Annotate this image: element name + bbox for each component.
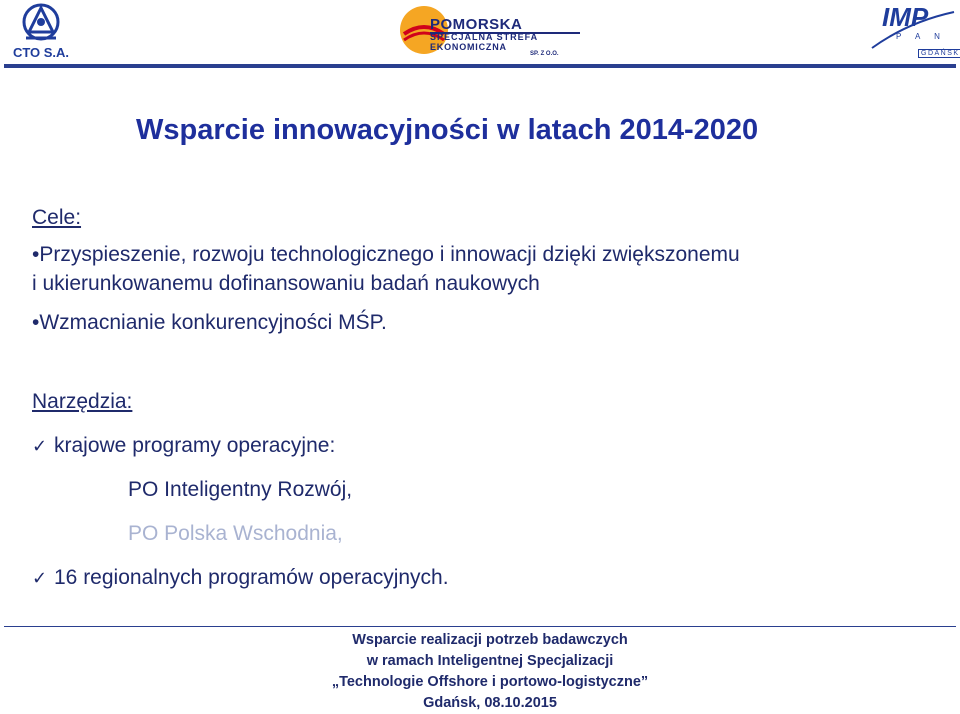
imp-logo-letters: P A N	[896, 32, 946, 41]
footer-line-2: w ramach Inteligentnej Specjalizacji	[366, 653, 614, 669]
tool-2-label: 16 regionalnych programów operacyjnych.	[54, 566, 449, 589]
cto-logo-caption: CTO S.A.	[12, 45, 70, 60]
tool-1-label: krajowe programy operacyjne:	[54, 434, 336, 457]
goal-1-line-1: •Przyspieszenie, rozwoju technologicznego i innowacji dzięki zwiększonemu	[32, 243, 740, 266]
footer-line-3: „Technologie Offshore i portowo-logistyczne”	[331, 674, 649, 690]
pomorska-sse-logo	[390, 4, 590, 60]
pomorska-logo-line1: POMORSKA	[430, 16, 523, 33]
checkmark-icon: ✓	[32, 568, 48, 588]
imp-pan-logo	[868, 2, 958, 62]
checkmark-icon: ✓	[32, 436, 48, 456]
slide-header	[0, 0, 960, 68]
goal-2: •Wzmacnianie konkurencyjności MŚP.	[32, 311, 387, 334]
pomorska-logo-line3: EKONOMICZNA	[430, 42, 507, 52]
tool-1-sub-1: PO Inteligentny Rozwój,	[128, 478, 353, 501]
tool-2	[32, 566, 449, 590]
tool-1	[32, 434, 335, 458]
tool-1-sub-2: PO Polska Wschodnia,	[128, 522, 343, 545]
footer-divider	[4, 626, 956, 627]
goals-heading: Cele:	[32, 206, 82, 229]
goal-1-line-2: i ukierunkowanemu dofinansowaniu badań naukowych	[32, 272, 540, 295]
header-divider	[4, 64, 956, 68]
slide-footer	[280, 630, 700, 714]
cto-logo	[4, 2, 78, 62]
cto-emblem-icon	[4, 2, 78, 46]
slide-title: Wsparcie innowacyjności w latach 2014-2020	[136, 114, 759, 146]
imp-logo-text: IMP	[882, 2, 929, 32]
footer-line-1: Wsparcie realizacji potrzeb badawczych	[352, 632, 628, 648]
pomorska-logo-line4: SP. Z O.O.	[530, 51, 559, 57]
tools-heading: Narzędzia:	[32, 390, 133, 413]
footer-line-4: Gdańsk, 08.10.2015	[423, 695, 557, 711]
pomorska-logo-line2: SPECJALNA STREFA	[430, 32, 539, 42]
imp-logo-caption: GDAŃSK	[918, 49, 960, 58]
